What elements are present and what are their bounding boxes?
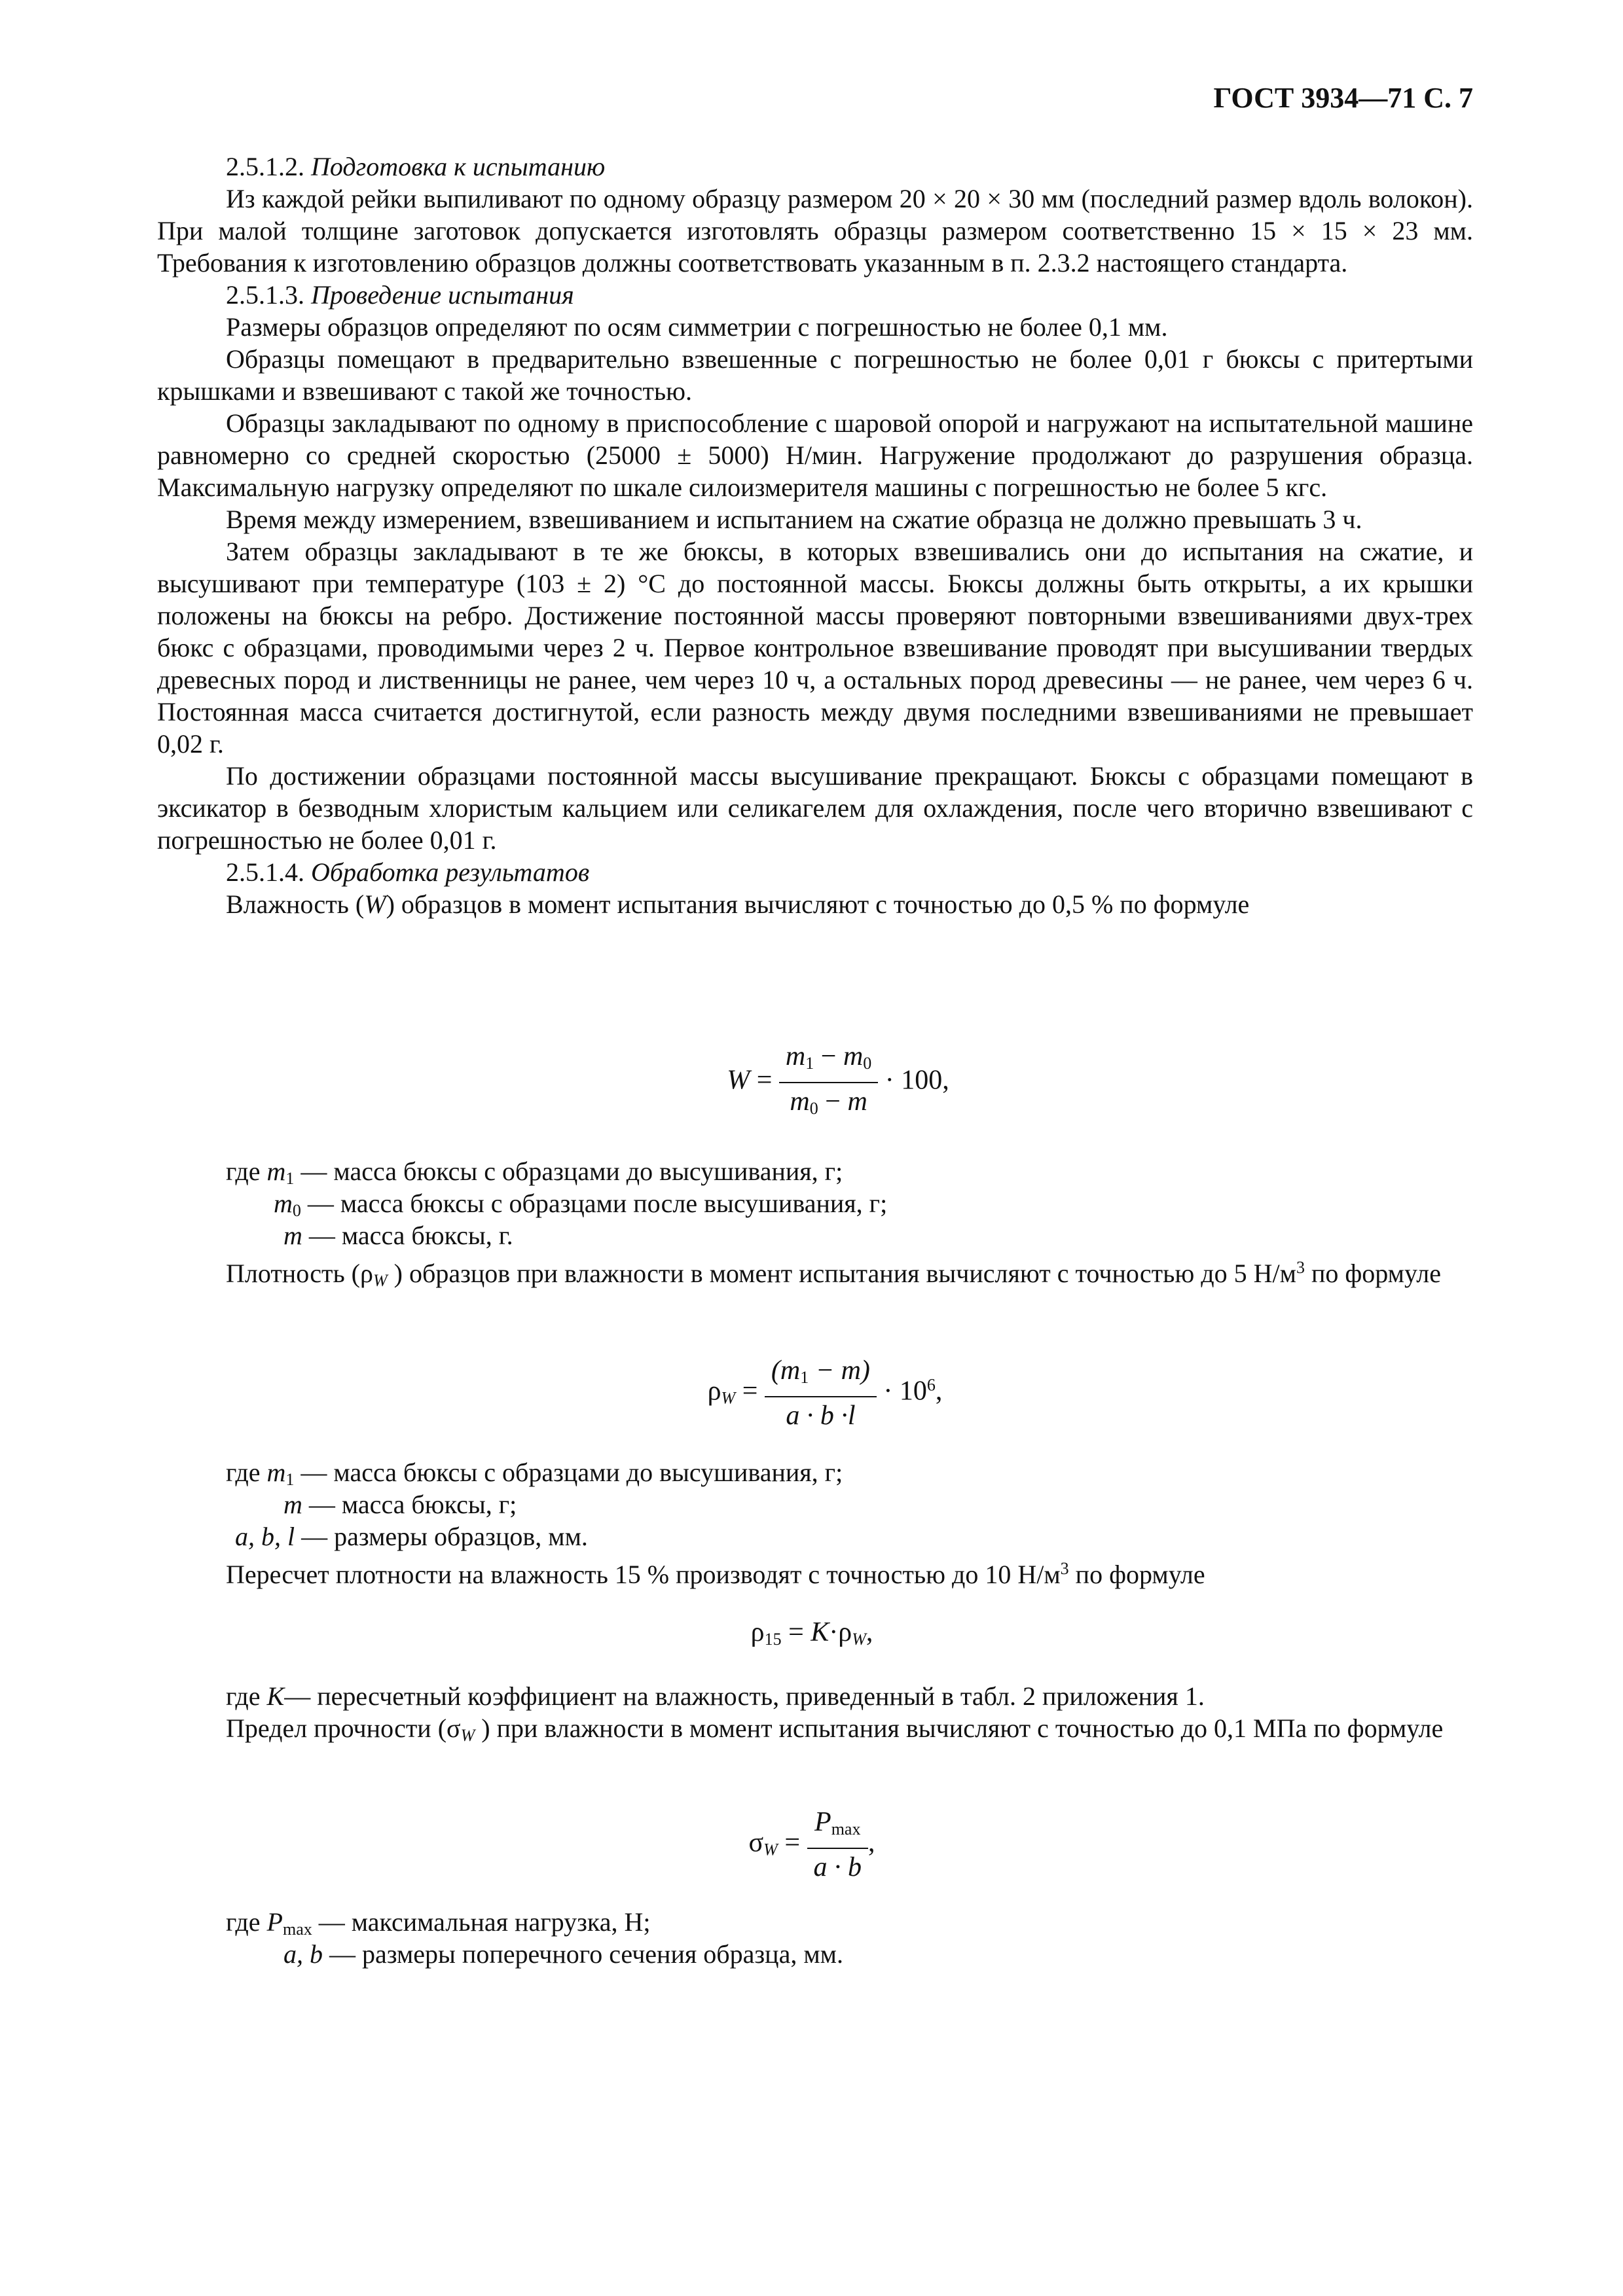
fraction <box>807 1806 869 1884</box>
denominator: a · b <box>813 1852 862 1882</box>
legend-item <box>226 1155 887 1187</box>
subscript: max <box>831 1820 861 1839</box>
symbol: m <box>266 1458 286 1487</box>
page-header: ГОСТ 3934—71 С. 7 <box>1213 82 1473 114</box>
section-number: 2.5.1.4. <box>226 857 304 887</box>
subscript: 1 <box>800 1368 809 1387</box>
subscript: 1 <box>805 1054 814 1073</box>
text: — размеры поперечного сечения образца, мм. <box>323 1939 843 1969</box>
symbol: m <box>790 1086 810 1117</box>
paragraph <box>157 888 1473 920</box>
formula-legend <box>226 1906 843 1970</box>
denominator: a · b ·l <box>786 1401 856 1431</box>
formula-moisture: W = $\frac{m_1 - m_0}{m_0 - m}$ · 100, <box>655 1041 1021 1124</box>
paragraph <box>157 1251 1473 1297</box>
factor: 100, <box>901 1065 949 1096</box>
paragraph <box>157 1712 1473 1751</box>
text: Плотность (ρ <box>226 1259 373 1288</box>
subscript: W <box>721 1388 736 1408</box>
text: по формуле <box>1068 1560 1205 1589</box>
text: , <box>868 1827 875 1858</box>
text: где <box>226 1907 267 1937</box>
subscript: 1 <box>285 1169 295 1188</box>
legend-item <box>226 1219 887 1251</box>
fraction <box>779 1041 878 1124</box>
formula-lhs: ρ <box>750 1617 765 1647</box>
symbol: − m) <box>809 1355 870 1386</box>
symbol: m <box>843 1041 864 1071</box>
section-title: Проведение испытания <box>311 280 574 310</box>
coefficient-and-strength <box>157 1680 1473 1751</box>
legend-item <box>226 1488 843 1520</box>
legend-item <box>226 1938 843 1970</box>
formula-legend <box>226 1155 887 1251</box>
section-heading <box>157 279 1473 311</box>
symbol: (m <box>771 1355 801 1386</box>
subscript: 15 <box>764 1630 782 1649</box>
factor: 10 <box>899 1376 927 1407</box>
formula-legend <box>226 1456 843 1552</box>
text: по формуле <box>1304 1259 1441 1288</box>
formula-lhs: W <box>727 1065 750 1096</box>
formula-lhs: σ <box>748 1827 764 1858</box>
symbol: a, b, l <box>235 1522 295 1551</box>
symbol: P <box>266 1907 283 1937</box>
recalc-intro <box>157 1552 1473 1590</box>
text: — максимальная нагрузка, Н; <box>312 1907 651 1937</box>
operator: − <box>820 1041 837 1071</box>
text: — масса бюксы, г; <box>302 1490 517 1519</box>
paragraph <box>157 1680 1473 1712</box>
operator: · <box>884 1065 894 1096</box>
text: где <box>226 1681 267 1711</box>
symbol: ρ <box>838 1617 852 1647</box>
text: — масса бюксы, г. <box>302 1221 513 1250</box>
legend-item <box>226 1520 843 1552</box>
paragraph <box>157 1552 1473 1590</box>
text: — масса бюксы с образцами до высушивания, г; <box>294 1458 843 1487</box>
superscript: 3 <box>1296 1258 1305 1277</box>
symbol: m <box>785 1041 806 1071</box>
text: Влажность ( <box>226 889 365 919</box>
variable: W <box>364 889 386 919</box>
symbol: m <box>283 1221 302 1250</box>
section-title: Подготовка к испытанию <box>311 152 606 181</box>
superscript: 6 <box>926 1375 936 1395</box>
subscript: W <box>763 1840 778 1859</box>
formula-lhs: ρ <box>707 1376 721 1407</box>
paragraph: Размеры образцов определяют по осям симметрии с погрешностью не более 0,1 мм. <box>226 312 1168 342</box>
subscript: W <box>373 1271 388 1290</box>
symbol: m <box>274 1189 293 1218</box>
text: , <box>935 1376 943 1407</box>
fraction <box>765 1355 877 1432</box>
text: , <box>866 1617 873 1647</box>
text: — размеры образцов, мм. <box>295 1522 588 1551</box>
operator: · <box>829 1617 839 1647</box>
text: — масса бюксы с образцами после высушивания, г; <box>301 1189 888 1218</box>
text: ) образцов при влажности в момент испытания вычисляют с точностью до 5 Н/м <box>387 1259 1296 1288</box>
text: — пересчетный коэффициент на влажность, приведенный в табл. 2 приложения 1. <box>284 1681 1205 1711</box>
section-title: Обработка результатов <box>311 857 590 887</box>
legend-item <box>226 1906 843 1938</box>
section-heading <box>157 856 1473 888</box>
numerator <box>807 1806 869 1849</box>
subscript: W <box>460 1726 475 1745</box>
paragraph: Из каждой рейки выпиливают по одному образцу размером 20 × 20 × 30 мм (последний размер вдоль волокон). При малой толщине заготовок допускается изготовлять образцы размером соответственно 15 × 15 × 23 мм. Требования к изготовлению образцов должны соответствовать указанным в п. 2.3.2 настоящего стандарта. <box>157 184 1473 278</box>
paragraph: Образцы закладывают по одному в приспособление с шаровой опорой и нагружают на испытательной машине равномерно со средней скоростью (25000 ± 5000) Н/мин. Нагружение продолжают до разрушения образца. Максимальную нагрузку определяют по шкале силоизмерителя машины с погрешностью не более 5 кгс. <box>157 408 1473 502</box>
section-number: 2.5.1.2. <box>226 152 304 181</box>
symbol: a, b <box>283 1939 323 1969</box>
subscript: 1 <box>285 1470 295 1489</box>
legend-item <box>226 1187 887 1219</box>
operator: − <box>825 1086 841 1117</box>
superscript: 3 <box>1060 1559 1069 1578</box>
paragraph: Время между измерением, взвешиванием и испытанием на сжатие образца не должно превышать 3 ч. <box>226 505 1362 534</box>
operator: · <box>883 1376 893 1407</box>
subscript: 0 <box>863 1054 872 1073</box>
symbol: m <box>847 1086 867 1117</box>
text: где <box>226 1458 267 1487</box>
text: — масса бюксы с образцами до высушивания, г; <box>294 1157 843 1186</box>
text: где <box>226 1157 267 1186</box>
legend-item <box>226 1456 843 1488</box>
section-number: 2.5.1.3. <box>226 280 304 310</box>
denominator <box>779 1083 878 1124</box>
formula-strength: $\sigma_W$ = $\frac{P_{max}}{a \cdot b}$ , <box>748 1807 875 1882</box>
subscript: W <box>852 1630 866 1649</box>
symbol: P <box>814 1807 831 1837</box>
text: Предел прочности (σ <box>226 1713 461 1743</box>
formula-recalc <box>687 1617 936 1655</box>
paragraph: По достижении образцами постоянной массы высушивание прекращают. Бюксы с образцами помещают в эксикатор в безводным хлористым кальцием или селикагелем для охлаждения, после чего вторично взвешивают с погрешностью не более 0,01 г. <box>157 761 1473 855</box>
subscript: max <box>282 1920 312 1939</box>
text: ) при влажности в момент испытания вычисляют с точностью до 0,1 МПа по формуле <box>475 1713 1444 1743</box>
symbol: m <box>266 1157 286 1186</box>
paragraph: Затем образцы закладывают в те же бюксы, в которых взвешивались они до испытания на сжатие, и высушивают при температуре (103 ± 2) °С до постоянной массы. Бюксы должны быть открыты, а их крышки положены на бюксы на ребро. Достижение постоянной массы проверяют повторными взвешиваниями двух-трех бюкс с образцами, проводимыми через 2 ч. Первое контрольное взвешивание проводят при высушивании твердых древесных пород и лиственницы не ранее, чем через 10 ч, а остальных пород древесины — не ранее, чем через 6 ч. Постоянная масса считается достигнутой, если разность между двумя последними взвешиваниями не превышает 0,02 г. <box>157 537 1473 759</box>
symbol: K <box>811 1617 830 1647</box>
variable: K <box>266 1681 285 1711</box>
operator: = <box>788 1617 804 1647</box>
section-2-5-1-2 <box>157 151 1473 920</box>
formula-density: $\rho_W$ = $\frac{(m_1 - m)}{a \cdot b \cdot l}$ · $10^6$, <box>707 1355 943 1431</box>
text: Пересчет плотности на влажность 15 % производят с точностью до 10 Н/м <box>226 1560 1061 1589</box>
subscript: 0 <box>809 1099 818 1118</box>
subscript: 0 <box>292 1201 301 1220</box>
symbol: m <box>283 1490 302 1519</box>
density-intro <box>157 1251 1473 1297</box>
numerator <box>765 1355 877 1397</box>
numerator <box>779 1041 878 1083</box>
paragraph: Образцы помещают в предварительно взвешенные с погрешностью не более 0,01 г бюксы с притертыми крышками и взвешивают с такой же точностью. <box>157 344 1473 406</box>
section-heading <box>157 151 1473 183</box>
text: ) образцов в момент испытания вычисляют с точностью до 0,5 % по формуле <box>386 889 1250 919</box>
